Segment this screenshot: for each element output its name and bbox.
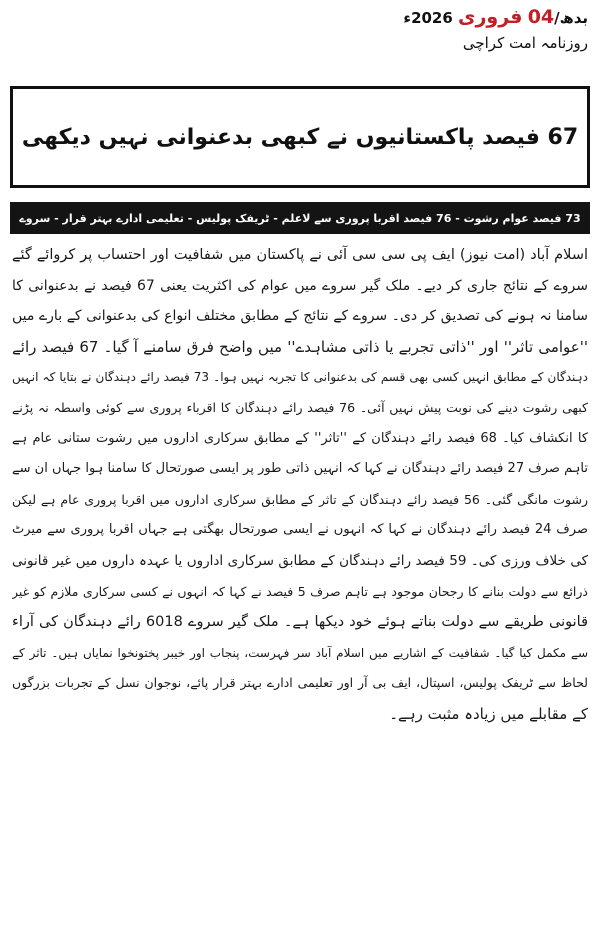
- article-line: سامنا نہ ہونے کی تصدیق کر دی۔ سروے کے نتائج کے مطابق مختلف انواع کی بدعنوانی کے بارے میں: [12, 308, 588, 325]
- newspaper-source: روزنامہ امت کراچی: [462, 34, 588, 52]
- article-line: کبھی رشوت دینے کی نوبت پیش نہیں آئی۔ 76 فیصد رائے دہندگان کا اقرباء پروری سے کوئی واسطہ نہ پڑنے: [12, 399, 588, 415]
- dateline-separator: /: [554, 9, 560, 27]
- headline: 67 فیصد پاکستانیوں نے کبھی بدعنوانی نہیں دیکھی: [21, 124, 579, 150]
- article-body: [12, 240, 588, 920]
- dateline-year: 2026ء: [403, 9, 453, 27]
- dateline-date-number: 04: [527, 6, 555, 28]
- article-line: ذرائع سے دولت بنانے کا رجحان موجود ہے تاہم صرف 5 فیصد نے کہا کہ انہوں نے کسی سرکاری ملازم کو غیر: [12, 583, 588, 599]
- article-line: تاہم صرف 27 فیصد رائے دہندگان نے کہا کہ انہیں ذاتی طور پر ایسی صورتحال کا سامنا ہوا جہاں ان سے: [12, 461, 588, 477]
- dateline-month: فروری: [458, 6, 523, 28]
- article-line: سے مکمل کیا گیا۔ شفافیت کے اشاریے میں اسلام آباد سر فہرست، پنجاب اور خیبر پختونخوا نمایاں ہیں۔ تاثر کے: [12, 645, 588, 660]
- article-line: رشوت مانگی گئی۔ 56 فیصد رائے دہندگان کے تاثر کے مطابق سرکاری اداروں میں اقربا پروری عام ہے لیکن: [12, 491, 588, 507]
- article-line: صرف 24 فیصد رائے دہندگان نے کہا کہ انہوں نے ایسی صورتحال بھگتی ہے جہاں اقربا پروری سے میرٹ: [12, 522, 588, 538]
- article-line: کے مقابلے میں زیادہ مثبت رہے۔: [389, 704, 588, 723]
- article-line: کا انکشاف کیا۔ 68 فیصد رائے دہندگان کے ''تاثر'' کے مطابق سرکاری اداروں میں رشوت ستانی عام ہے: [12, 430, 588, 446]
- article-line: دہندگان کے مطابق انہیں کسی بھی قسم کی بدعنوانی کا تجربہ نہیں ہوا۔ 73 فیصد رائے دہندگان نے بتایا کہ انہیں: [12, 370, 588, 385]
- headline-box: [10, 86, 590, 188]
- article-line: ''عوامی تاثر'' اور ''ذاتی تجربے یا ذاتی مشاہدے'' میں واضح فرق سامنے آ گیا۔ 67 فیصد رائے: [12, 337, 588, 356]
- article-line: لحاظ سے ٹریفک پولیس، اسپتال، ایف بی آر اور تعلیمی ادارے بہتر قرار پائے، نوجوان نسل کے تجربات بزرگوں: [12, 675, 588, 691]
- article-line: اسلام آباد (امت نیوز) ایف پی سی سی آئی نے پاکستان میں شفافیت اور احتساب پر کروائے گئے: [12, 247, 588, 263]
- article-line: کی خلاف ورزی کی۔ 59 فیصد رائے دہندگان کے مطابق سرکاری اداروں یا عہدہ داروں میں غیر قانونی: [12, 552, 588, 569]
- subheadline-bar: [10, 202, 590, 234]
- dateline: [403, 6, 588, 28]
- article-line: قانونی طریقے سے دولت بناتے ہوئے خود دیکھا ہے۔ ملک گیر سروے 6018 رائے دہندگان کی آراء: [12, 614, 588, 631]
- subheadline: 73 فیصد عوام رشوت - 76 فیصد اقربا پروری سے لاعلم - ٹریفک پولیس - تعلیمی ادارے بہتر قرار - سروے: [19, 211, 581, 225]
- article-line: سروے کے نتائج جاری کر دیے۔ ملک گیر سروے میں عوام کی اکثریت یعنی 67 فیصد نے بدعنوانی کا: [12, 277, 588, 294]
- dateline-day: بدھ: [559, 9, 588, 27]
